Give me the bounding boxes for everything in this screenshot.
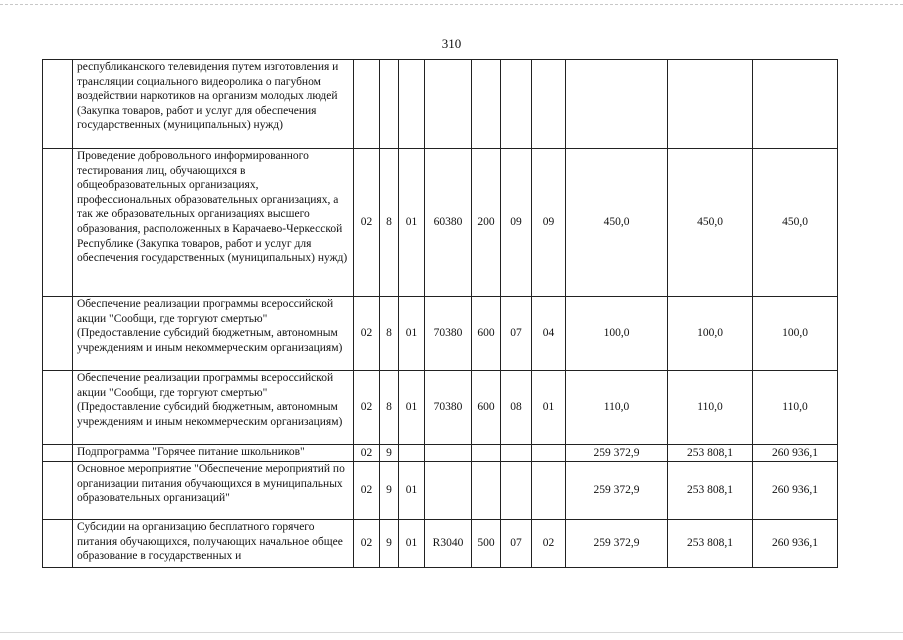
description-cell: Обеспечение реализации программы всероссийской акции "Сообщи, где торгуют смертью" (Предоставление субсидий бюджетным, автономным учреждениям и иным некоммерческим организациям)	[73, 371, 354, 445]
amount-cell-v2: 110,0	[668, 371, 753, 445]
amount-cell-v3: 110,0	[753, 371, 838, 445]
code-cell-c1: 02	[354, 371, 380, 445]
code-cell-c1: 02	[354, 297, 380, 371]
code-cell-c7	[532, 445, 566, 462]
code-cell-c2: 8	[380, 297, 399, 371]
amount-cell-v1: 259 372,9	[566, 520, 668, 568]
code-cell-c3: 01	[399, 462, 425, 520]
code-cell-c4: 70380	[425, 297, 472, 371]
code-cell-c5	[472, 60, 501, 149]
code-cell-c2: 9	[380, 445, 399, 462]
row-number-cell	[43, 297, 73, 371]
code-cell-c7: 09	[532, 149, 566, 297]
amount-cell-v1: 259 372,9	[566, 445, 668, 462]
code-cell-c6	[501, 445, 532, 462]
code-cell-c7	[532, 462, 566, 520]
amount-cell-v1	[566, 60, 668, 149]
amount-cell-v1: 450,0	[566, 149, 668, 297]
code-cell-c6: 07	[501, 520, 532, 568]
amount-cell-v3: 450,0	[753, 149, 838, 297]
code-cell-c1: 02	[354, 462, 380, 520]
amount-cell-v2: 450,0	[668, 149, 753, 297]
page-number: 310	[441, 36, 462, 51]
description-cell: республиканского телевидения путем изготовления и трансляции социального видеоролика о пагубном воздействии наркотиков на организм молодых людей (Закупка товаров, работ и услуг для обеспечения государственных (муниципальных) нужд)	[73, 60, 354, 149]
code-cell-c4: 60380	[425, 149, 472, 297]
description-cell: Субсидии на организацию бесплатного горячего питания обучающихся, получающих начальное общее образование в государственных и	[73, 520, 354, 568]
row-number-cell	[43, 60, 73, 149]
amount-cell-v1: 259 372,9	[566, 462, 668, 520]
scan-top-edge	[0, 4, 903, 6]
code-cell-c5: 200	[472, 149, 501, 297]
code-cell-c2: 9	[380, 520, 399, 568]
table-row	[43, 520, 838, 568]
code-cell-c4	[425, 462, 472, 520]
table-row	[43, 445, 838, 462]
amount-cell-v3: 260 936,1	[753, 520, 838, 568]
code-cell-c7: 02	[532, 520, 566, 568]
code-cell-c5: 500	[472, 520, 501, 568]
amount-cell-v3: 260 936,1	[753, 445, 838, 462]
amount-cell-v1: 110,0	[566, 371, 668, 445]
row-number-cell	[43, 462, 73, 520]
row-number-cell	[43, 520, 73, 568]
code-cell-c5: 600	[472, 297, 501, 371]
amount-cell-v2: 253 808,1	[668, 462, 753, 520]
code-cell-c6: 07	[501, 297, 532, 371]
code-cell-c3: 01	[399, 297, 425, 371]
table-row	[43, 297, 838, 371]
scan-bottom-edge	[0, 632, 903, 634]
code-cell-c4	[425, 445, 472, 462]
table-row	[43, 371, 838, 445]
code-cell-c3: 01	[399, 149, 425, 297]
row-number-cell	[43, 149, 73, 297]
budget-table	[42, 59, 838, 568]
code-cell-c1: 02	[354, 149, 380, 297]
code-cell-c6: 08	[501, 371, 532, 445]
code-cell-c3: 01	[399, 371, 425, 445]
table-row	[43, 462, 838, 520]
description-cell: Основное мероприятие "Обеспечение мероприятий по организации питания обучающихся в муниципальных образовательных организаций"	[73, 462, 354, 520]
code-cell-c5	[472, 445, 501, 462]
amount-cell-v1: 100,0	[566, 297, 668, 371]
amount-cell-v3: 260 936,1	[753, 462, 838, 520]
code-cell-c3: 01	[399, 520, 425, 568]
description-cell: Обеспечение реализации программы всероссийской акции "Сообщи, где торгуют смертью" (Предоставление субсидий бюджетным, автономным учреждениям и иным некоммерческим организациям)	[73, 297, 354, 371]
code-cell-c1	[354, 60, 380, 149]
table-row	[43, 60, 838, 149]
row-number-cell	[43, 445, 73, 462]
code-cell-c2: 8	[380, 149, 399, 297]
code-cell-c2	[380, 60, 399, 149]
code-cell-c1: 02	[354, 445, 380, 462]
row-number-cell	[43, 371, 73, 445]
amount-cell-v2	[668, 60, 753, 149]
code-cell-c5	[472, 462, 501, 520]
amount-cell-v3: 100,0	[753, 297, 838, 371]
code-cell-c4: R3040	[425, 520, 472, 568]
amount-cell-v3	[753, 60, 838, 149]
code-cell-c2: 9	[380, 462, 399, 520]
code-cell-c6	[501, 60, 532, 149]
code-cell-c4: 70380	[425, 371, 472, 445]
code-cell-c6: 09	[501, 149, 532, 297]
code-cell-c4	[425, 60, 472, 149]
amount-cell-v2: 253 808,1	[668, 445, 753, 462]
description-cell: Проведение добровольного информированного тестирования лиц, обучающихся в общеобразовательных организациях, профессиональных образовательных организациях, а так же образовательных организациях высшего образования, расположенных в Карачаево-Черкесской Республике (Закупка товаров, работ и услуг для обеспечения государственных (муниципальных) нужд)	[73, 149, 354, 297]
code-cell-c3	[399, 445, 425, 462]
code-cell-c3	[399, 60, 425, 149]
code-cell-c6	[501, 462, 532, 520]
description-cell: Подпрограмма "Горячее питание школьников"	[73, 445, 354, 462]
code-cell-c7	[532, 60, 566, 149]
table-row	[43, 149, 838, 297]
amount-cell-v2: 100,0	[668, 297, 753, 371]
code-cell-c7: 04	[532, 297, 566, 371]
code-cell-c7: 01	[532, 371, 566, 445]
amount-cell-v2: 253 808,1	[668, 520, 753, 568]
code-cell-c5: 600	[472, 371, 501, 445]
code-cell-c1: 02	[354, 520, 380, 568]
code-cell-c2: 8	[380, 371, 399, 445]
